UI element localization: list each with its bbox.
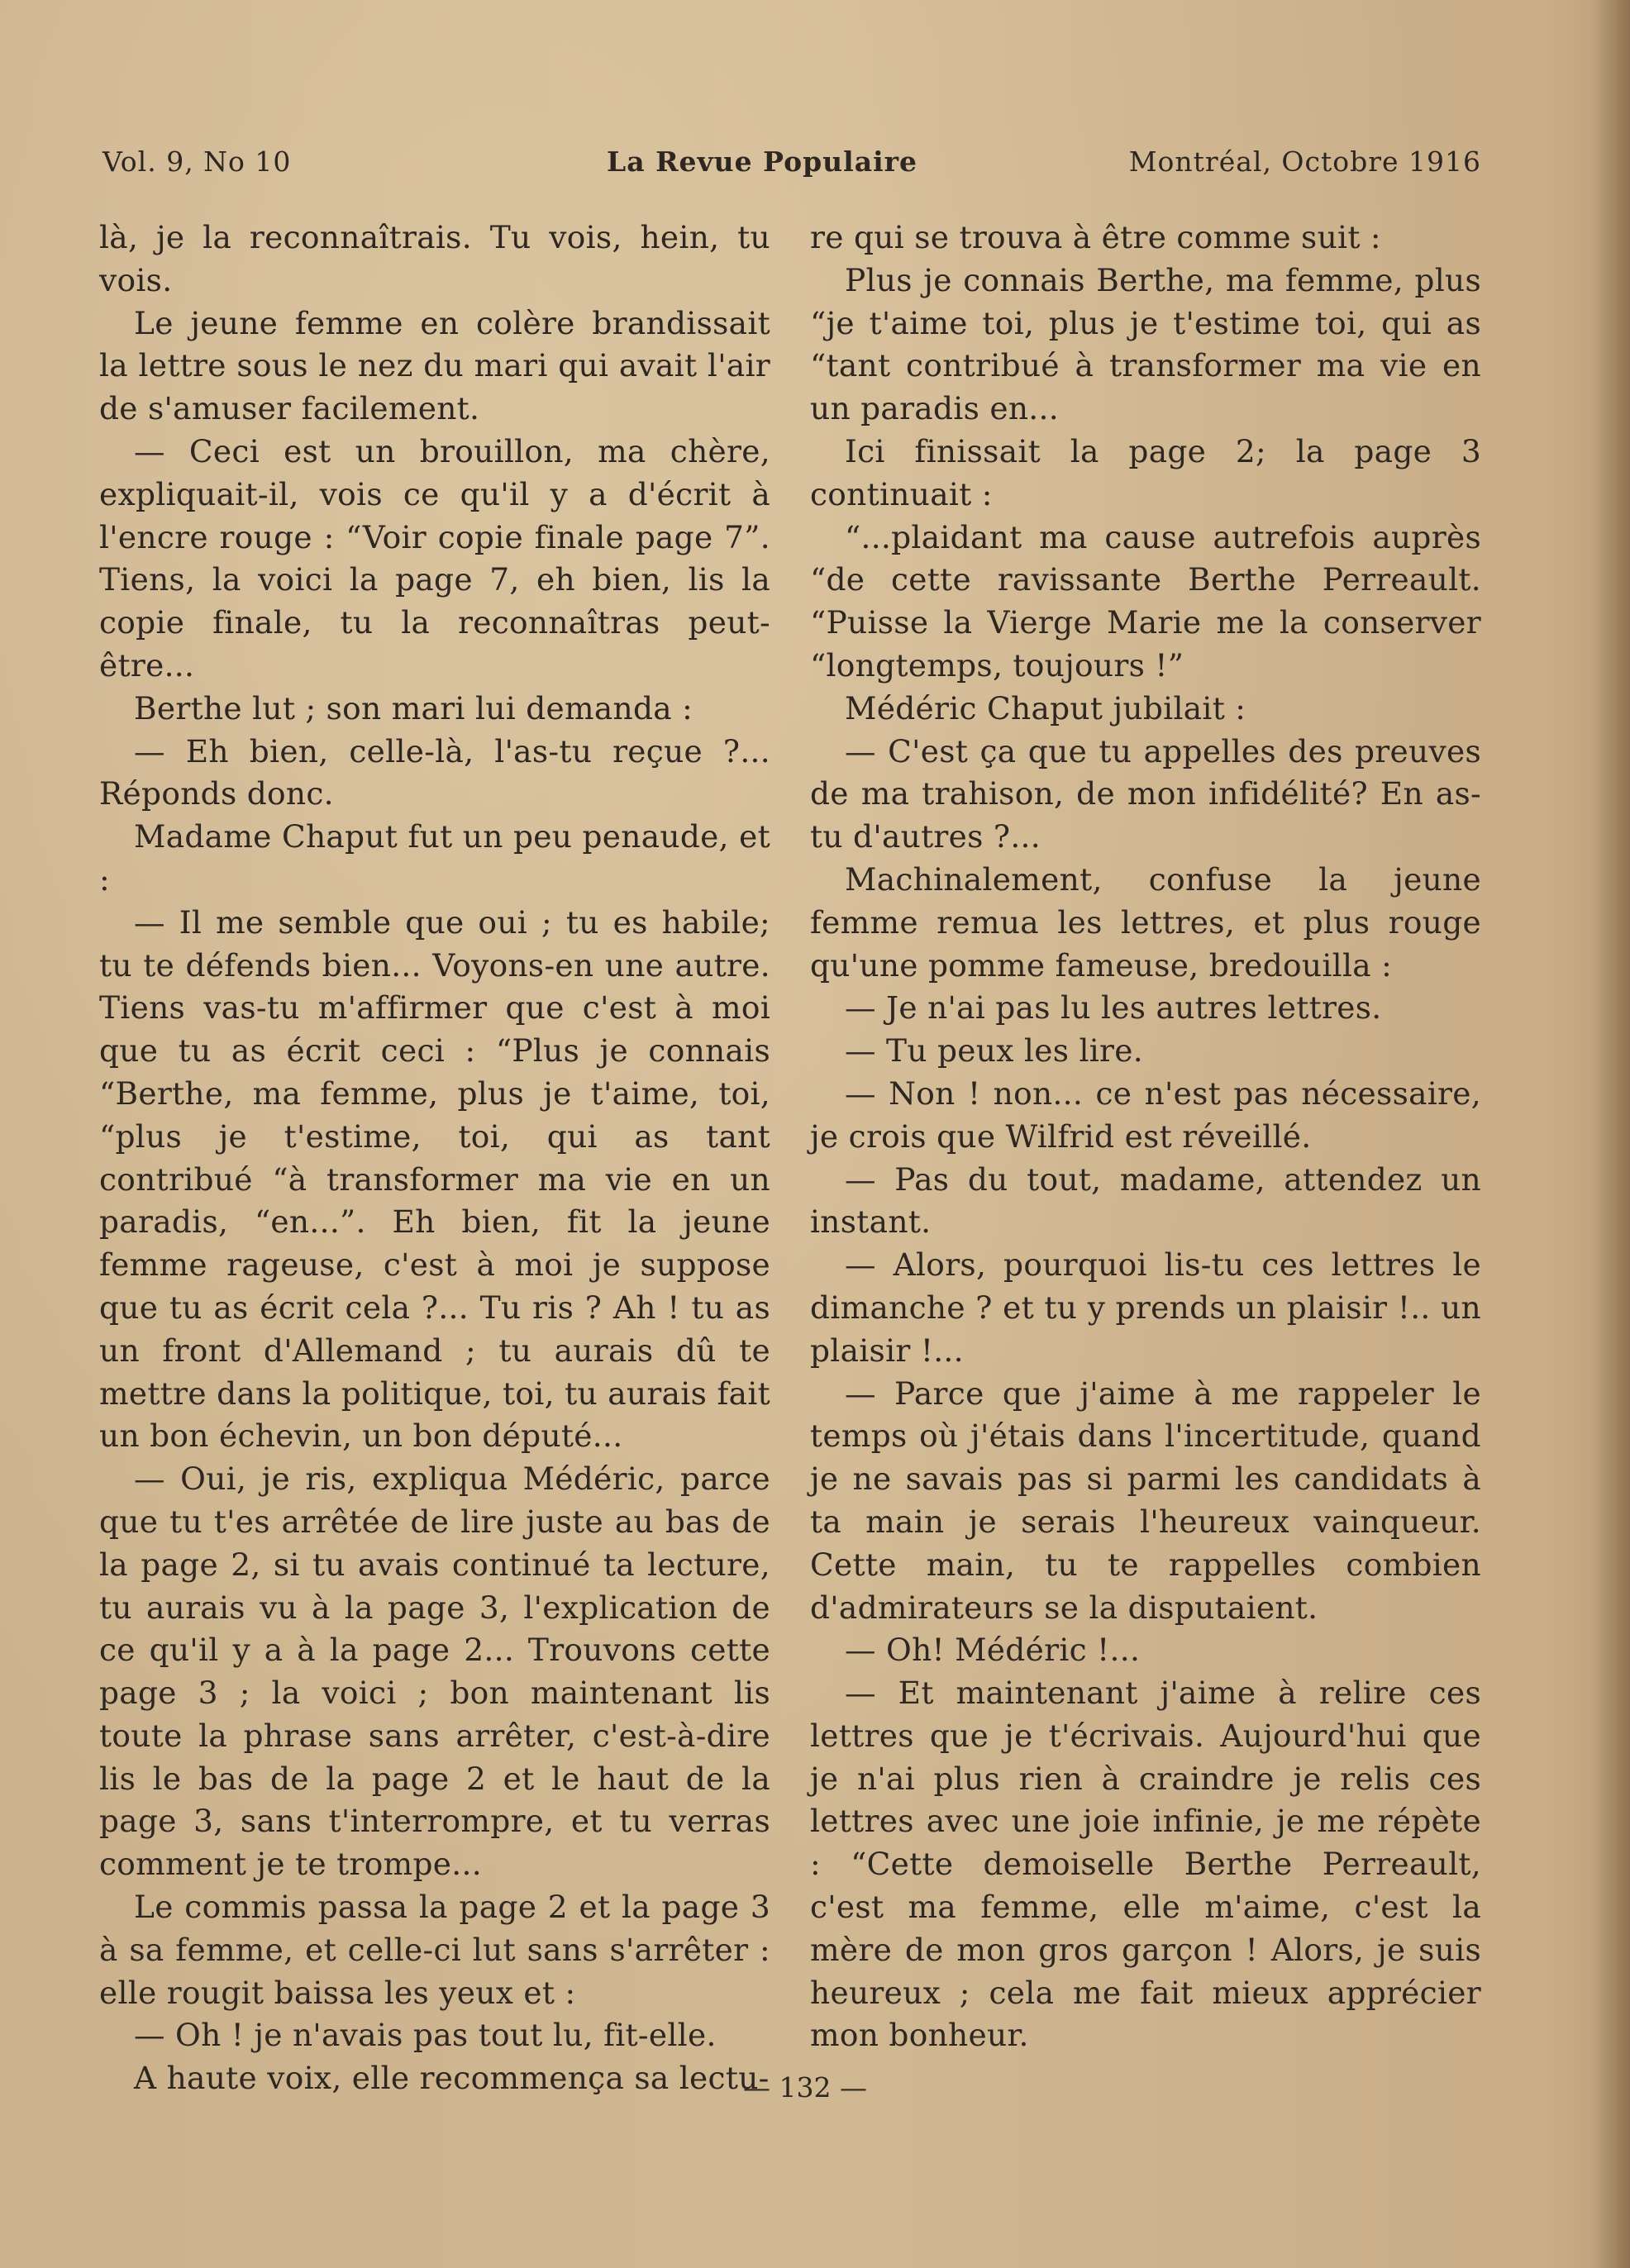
paragraph: — Parce que j'aime à me rappeler le temps où j'étais dans l'incertitude, quand je ne savais pas si parmi les candidats à ta main je serais l'heureux vainqueur. Cette main, tu te rappelles combien d'admirateurs se la disputaient.: [810, 1375, 1481, 1626]
paragraph: — Tu peux les lire.: [845, 1032, 1143, 1070]
page-footer: [0, 2071, 1630, 2113]
paragraph: — Oh! Médéric !...: [845, 1632, 1141, 1669]
paragraph: — Pas du tout, madame, attendez un instant.: [810, 1160, 1481, 1241]
place-and-date: Montréal, Octobre 1916: [1128, 145, 1481, 178]
paragraph: — Non ! non... ce n'est pas nécessaire, je crois que Wilfrid est réveillé.: [810, 1074, 1481, 1155]
paragraph: Plus je connais Berthe, ma femme, plus “je t'aime toi, plus je t'estime toi, qui as “tant contribué à transformer ma vie en un paradis en...: [810, 261, 1481, 427]
paragraph: — Oui, je ris, expliqua Médéric, parce que tu t'es arrêtée de lire juste au bas de la page 2, si tu avais continué ta lecture, tu aurais vu à la page 3, l'explication de ce qu'il y a à la page 2... Trouvons cette page 3 ; la voici ; bon maintenant lis toute la phrase sans arrêter, c'est-à-dire lis le bas de la page 2 et le haut de la page 3, sans t'interrompre, et tu verras comment je te trompe...: [99, 1460, 770, 1883]
paragraph: — Ceci est un brouillon, ma chère, expliquait-il, vois ce qu'il y a d'écrit à l'encre rouge : “Voir copie finale page 7”. Tiens, la voici la page 7, eh bien, lis la copie finale, tu la reconnaîtras peut-être...: [99, 432, 770, 684]
paragraph: Le jeune femme en colère brandissait la lettre sous le nez du mari qui avait l'air de s'amuser facilement.: [99, 304, 770, 427]
paragraph: — Il me semble que oui ; tu es habile; tu te défends bien... Voyons-en une autre. Tiens vas-tu m'affirmer que c'est à moi que tu as écrit ceci : “Plus je connais “Berthe, ma femme, plus je t'aime, toi, “plus je t'estime, toi, qui as tant contribué “à transformer ma vie en un paradis, “en...”. Eh bien, fit la jeune femme rageuse, c'est à moi je suppose que tu as écrit cela ?... Tu ris ? Ah ! tu as un front d'Allemand ; tu aurais dû te mettre dans la politique, toi, tu aurais fait un bon échevin, un bon député...: [99, 903, 770, 1455]
left-text-column: [99, 217, 770, 2100]
paragraph: — Je n'ai pas lu les autres lettres.: [845, 989, 1382, 1027]
paragraph: — Eh bien, celle-là, l'as-tu reçue ?... Réponds donc.: [99, 732, 770, 812]
paragraph: là, je la reconnaîtrais. Tu vois, hein, tu vois.: [99, 219, 770, 298]
paragraph: Machinalement, confuse la jeune femme remua les lettres, et plus rouge qu'une pomme fameuse, bredouilla :: [810, 860, 1481, 984]
paragraph: — Et maintenant j'aime à relire ces lettres que je t'écrivais. Aujourd'hui que je n'ai plus rien à craindre je relis ces lettres avec une joie infinie, je me répète : “Cette demoiselle Berthe Perreault, c'est ma femme, elle m'aime, c'est la mère de mon gros garçon ! Alors, je suis heureux ; cela me fait mieux apprécier mon bonheur.: [810, 1675, 1481, 2054]
paragraph: A haute voix, elle recommença sa lectu-: [134, 2060, 770, 2097]
running-header: [102, 145, 1481, 187]
paragraph: Médéric Chaput jubilait :: [845, 689, 1246, 727]
paragraph: Madame Chaput fut un peu penaude, et :: [99, 818, 770, 898]
volume-number: Vol. 9, No 10: [102, 145, 292, 178]
right-text-column: [810, 217, 1481, 2057]
paragraph: Le commis passa la page 2 et la page 3 à sa femme, et celle-ci lut sans s'arrêter : elle rougit baissa les yeux et :: [99, 1889, 770, 2011]
paragraph: re qui se trouva à être comme suit :: [810, 219, 1381, 255]
paragraph: — Alors, pourquoi lis-tu ces lettres le dimanche ? et tu y prends un plaisir !.. un plaisir !...: [810, 1246, 1481, 1369]
paragraph: — C'est ça que tu appelles des preuves de ma trahison, de mon infidélité? En as-tu d'autres ?...: [810, 732, 1481, 855]
page-fold-shadow: [1592, 0, 1630, 2268]
magazine-title: La Revue Populaire: [607, 145, 917, 178]
paragraph: — Oh ! je n'avais pas tout lu, fit-elle.: [134, 2017, 717, 2054]
paragraph: Berthe lut ; son mari lui demanda :: [134, 689, 693, 727]
paragraph: “...plaidant ma cause autrefois auprès “de cette ravissante Berthe Perreault. “Puisse la Vierge Marie me la conserver “longtemps, toujours !”: [810, 518, 1481, 684]
paragraph: Ici finissait la page 2; la page 3 continuait :: [810, 432, 1481, 512]
page-number: — 132 —: [743, 2071, 867, 2104]
